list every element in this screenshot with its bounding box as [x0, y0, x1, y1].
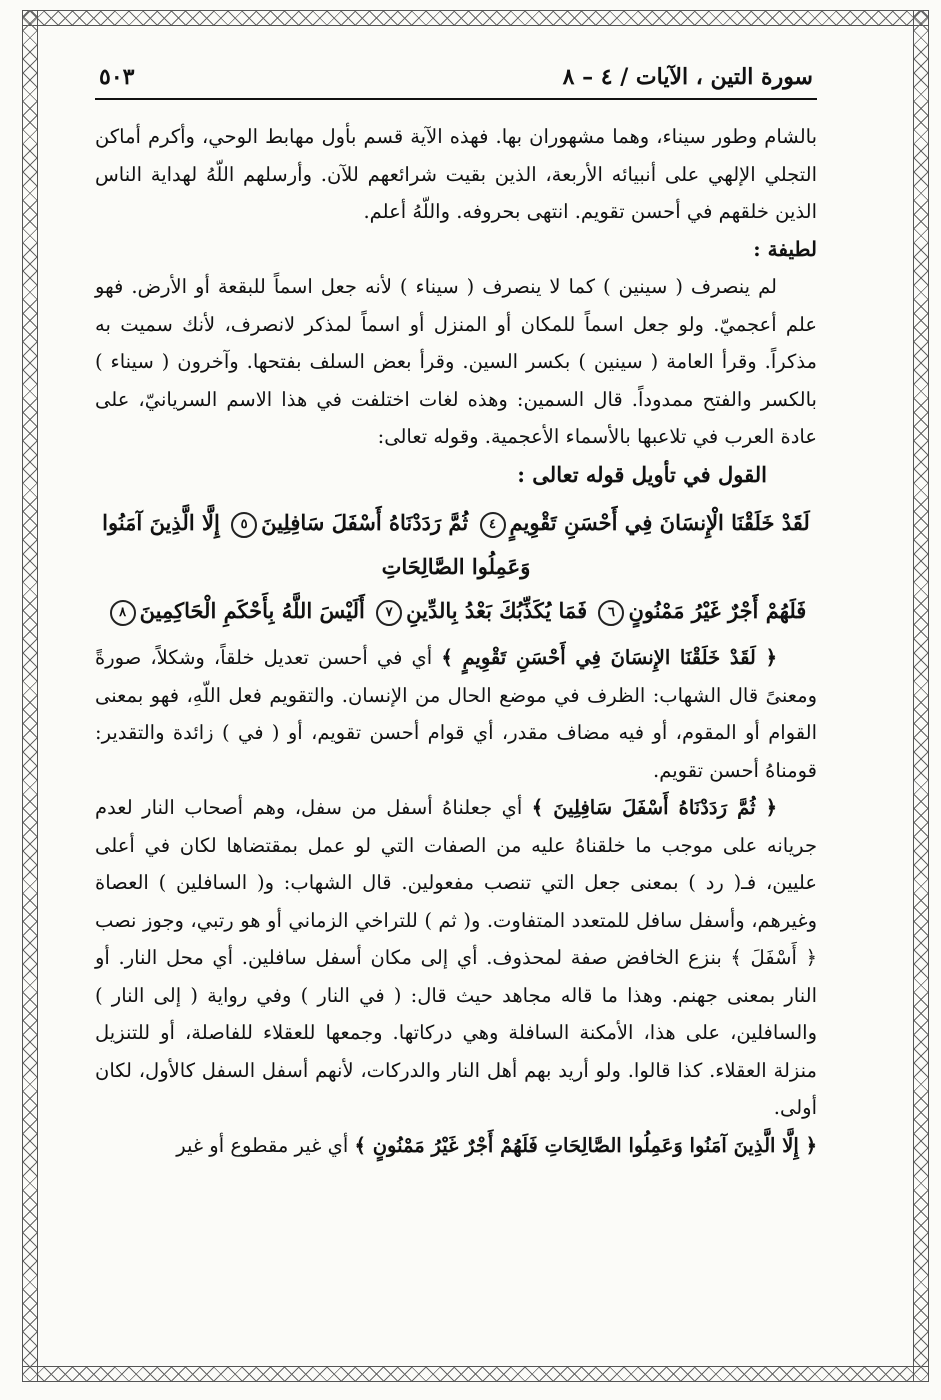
paragraph-2: لم ينصرف ( سينين ) كما لا ينصرف ( سيناء ) لأنه جعل اسماً للبقعة أو الأرض. فهو علم أعجميّ. ولو جعل اسماً للمكان أو المنزل أو اسماً لمذكر لانصرف، لأنك سميت به مذكراً. وقرأ العامة ( سينين ) بكسر السين. وقرأ بعض السلف بفتحها. وآخرون ( سيناء ) بالكسر والفتح ممدوداً. قال السمين: وهذه لغات اختلفت في هذا الاسم السريانيّ، على عادة العرب في تلاعبها بالأسماء الأعجمية. وقوله تعالى: [95, 275, 817, 448]
page-header [95, 60, 817, 100]
quran-verses [95, 501, 817, 633]
paragraph-3-text: أي في أحسن تعديل خلقاً، وشكلاً، صورةً ومعنىً قال الشهاب: الظرف في موضع الحال من الإنسان. والتقويم فعل اللّهِ، فهو بمعنى القوام أو المقوم، أو فيه مضاف مقدر، أي قوام أحسن تقويم، أو ( في ) زائدة والتقدير: قومناهُ أحسن تقويم. [95, 646, 817, 782]
subheading-latifa: لطيفة : [753, 236, 817, 261]
quran-quote: ﴿ إِلَّا الَّذِينَ آمَنُوا وَعَمِلُوا الصَّالِحَاتِ فَلَهُمْ أَجْرٌ غَيْرُ مَمْنُونٍ ﴾ [354, 1133, 817, 1157]
ayah-number-8: ٨ [110, 600, 136, 626]
paragraph-5 [95, 1127, 817, 1165]
ayah-number-5: ٥ [231, 512, 257, 538]
decorative-border-left [22, 10, 38, 1382]
paragraph-5-text: أي غير مقطوع أو غير [176, 1133, 355, 1157]
ayah-number-7: ٧ [376, 600, 402, 626]
decorative-border-right [913, 10, 929, 1382]
ayah-number-4: ٤ [480, 512, 506, 538]
verse-8: أَلَيْسَ اللَّهُ بِأَحْكَمِ الْحَاكِمِينَ [139, 598, 365, 623]
quran-quote: ﴿ لَقَدْ خَلَقْنَا الإِنسَانَ فِي أَحْسَنِ تَقْوِيمٍ ﴾ [441, 646, 777, 669]
paragraph-4-text: أي جعلناهُ أسفل من سفل، وهم أصحاب النار لعدم جريانه على موجب ما خلقناهُ عليه من الصفات التي لو عمل بمقتضاها لكان في أعلى عليين، فـ( رد ) بمعنى جعل التي تنصب مفعولين. قال الشهاب: و( السافلين ) العصاة وغيرهم، وأسفل سافل للمتعدد المتفاوت. و( ثم ) للتراخي الزماني أو هو رتبي، وجوز نصب ﴿ أَسْفَلَ ﴾ بنزع الخافض صفة لمحذوف. أي إلى مكان أسفل سافلين. أي محل النار. أو النار بمعنى جهنم. وهذا ما قاله مجاهد حيث قال: ( في النار ) وفي رواية ( إلى النار ) والسافلين، على هذا، الأمكنة السافلة وهي دركاتها. وجمعها للعقلاء للفاصلة، أو للتنزيل منزلة العقلاء. كذا قالوا. ولو أريد بهم أهل النار والدركات، لأنهم أسفل السفل كالأول، لكان أولى. [95, 796, 817, 1119]
paragraph-3 [95, 639, 817, 789]
verse-6-end: فَلَهُمْ أَجْرٌ غَيْرُ مَمْنُونٍ [628, 598, 807, 623]
decorative-border-bottom [22, 1366, 929, 1382]
paragraph-1: بالشام وطور سيناء، وهما مشهوران بها. فهذه الآية قسم بأول مهابط الوحي، وأكرم أماكن التجلي الإلهي على أنبيائه الأربعة، الذين بقيت شرائعهم للآن. وأرسلهم اللّهُ لهداية الناس الذين خلقهم في أحسن تقويم. انتهى بحروفه. واللّهُ أعلم. [95, 125, 817, 223]
verse-4: لَقَدْ خَلَقْنَا الْإِنسَانَ فِي أَحْسَنِ تَقْوِيمٍ [509, 510, 810, 535]
decorative-border-top [22, 10, 929, 26]
page-title: سورة التين ، الآيات / ٤ – ٨ [562, 64, 813, 90]
ayah-number-6: ٦ [598, 600, 624, 626]
quran-quote: ﴿ ثُمَّ رَدَدْنَاهُ أَسْفَلَ سَافِلِينَ ﴾ [531, 796, 777, 819]
section-heading: القول في تأويل قوله تعالى : [517, 461, 767, 487]
body-text [95, 118, 817, 1164]
page-number: ٥٠٣ [99, 64, 135, 90]
verse-5: ثُمَّ رَدَدْنَاهُ أَسْفَلَ سَافِلِينَ [261, 510, 469, 535]
verse-6-start: إِلَّا الَّذِينَ آمَنُوا وَعَمِلُوا الصَّالِحَاتِ [102, 510, 531, 579]
page-content [95, 60, 817, 1164]
quran-line-2 [95, 589, 817, 633]
quran-line-1 [95, 501, 817, 589]
paragraph-4 [95, 789, 817, 1127]
verse-7: فَمَا يُكَذِّبُكَ بَعْدُ بِالدِّينِ [406, 598, 588, 623]
